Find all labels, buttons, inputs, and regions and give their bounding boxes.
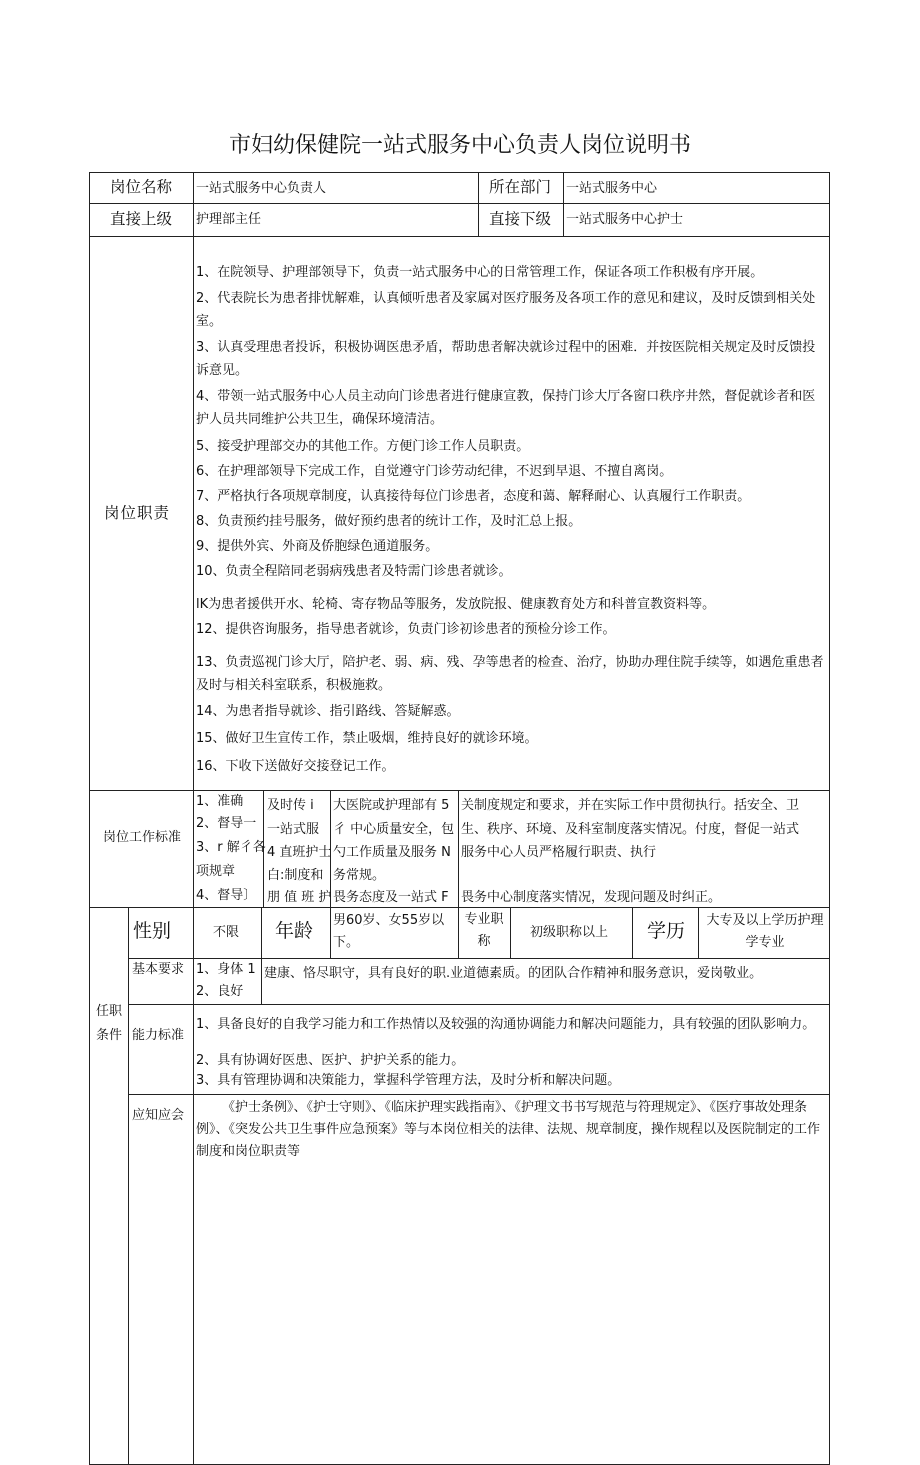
standards-col3-line: 务常规。 xyxy=(333,868,386,883)
standards-col3-line: 勺工作质量及服务 N xyxy=(333,845,451,860)
basic-item: 1、身体 1 xyxy=(196,962,256,977)
standards-col2-line: 朋 值 班 护 xyxy=(267,890,332,905)
age-value: 男60岁、女55岁以下。 xyxy=(333,913,445,950)
standards-col1-line: 2、督导一 xyxy=(196,816,257,831)
duty-item: 16、下收下送做好交接登记工作。 xyxy=(196,759,395,774)
document-title: 市妇幼保健院一站式服务中心负责人岗位说明书 xyxy=(228,133,691,158)
standards-col4-line: 生、秩序、环境、及科室制度落实情况。付度，督促一站式 xyxy=(461,822,800,837)
duty-item: 12、提供咨询服务，指导患者就诊，负责门诊初诊患者的预检分诊工作。 xyxy=(196,622,616,637)
standards-col1-line: 4、督导〕 xyxy=(196,888,257,903)
post-name-value: 一站式服务中心负责人 xyxy=(196,181,327,196)
duty-item: 15、做好卫生宣传工作，禁止吸烟，维持良好的就诊环境。 xyxy=(196,731,538,746)
professional-title-value: 初级职称以上 xyxy=(530,925,609,940)
education-label: 学历 xyxy=(647,920,686,942)
basic-item: 2、良好 xyxy=(196,984,244,999)
age-label: 年龄 xyxy=(275,920,314,942)
ability-item: 1、具备良好的自我学习能力和工作热情以及较强的沟通协调能力和解决问题能力，具有较强的团队影响力。 xyxy=(196,1017,816,1032)
standards-col2-line: 及时传 i xyxy=(267,798,314,813)
standards-col1-line: 1、准确 xyxy=(196,794,244,809)
superior-label: 直接上级 xyxy=(110,210,173,228)
standards-col4-line: 服务中心人员严格履行职责、执行 xyxy=(461,845,657,860)
gender-label: 性别 xyxy=(133,920,172,942)
knowledge-text: 《护士条例》、《护士守则》、《临床护理实践指南》、《护理文书书写规范与符理规定》、《医疗事故处理条例》、《突发公共卫生事件应急预案》等与本岗位相关的法律、法规、规章制度，操作规程以及医院制定的工作制度和岗位职责等 xyxy=(196,1100,821,1159)
duty-item: 10、负责全程陪同老弱病残患者及特需门诊患者就诊。 xyxy=(196,564,512,579)
standards-col1-line: 项规章 xyxy=(196,864,236,879)
standards-col2-line: 白:制度和 xyxy=(267,868,324,883)
standards-col1-line: 3、r 解彳各 xyxy=(196,840,266,855)
standards-col3-line: 彳 中心质量安全，包 xyxy=(333,822,455,837)
superior-value: 护理部主任 xyxy=(196,212,262,227)
ability-label: 能力标准 xyxy=(132,1028,185,1043)
basic-requirements-label: 基本要求 xyxy=(132,962,185,977)
standards-col3-line: 畏务态度及一站式 F xyxy=(333,890,449,905)
ability-item: 3、具有管理协调和决策能力，掌握科学管理方法，及时分析和解决问题。 xyxy=(196,1073,621,1088)
ability-item: 2、具有协调好医患、医护、护护关系的能力。 xyxy=(196,1053,465,1068)
duty-item: 8、负责预约挂号服务，做好预约患者的统计工作，及时汇总上报。 xyxy=(196,514,582,529)
duty-item: 5、接受护理部交办的其他工作。方便门诊工作人员职责。 xyxy=(196,439,530,454)
subordinate-value: 一站式服务中心护士 xyxy=(566,212,684,227)
standards-label: 岗位工作标准 xyxy=(102,830,181,845)
dept-label: 所在部门 xyxy=(489,178,552,196)
duty-item: 14、为患者指导就诊、指引路线、答疑解惑。 xyxy=(196,704,460,719)
knowledge-label: 应知应会 xyxy=(132,1108,185,1123)
education-value: 大专及以上学历护理学专业 xyxy=(706,913,824,950)
duty-item: 7、严格执行各项规章制度，认真接待每位门诊患者，态度和蔼、解释耐心、认真履行工作职责。 xyxy=(196,489,751,504)
duty-item: 1、在院领导、护理部领导下，负责一站式服务中心的日常管理工作，保证各项工作积极有序开展。 xyxy=(196,265,764,280)
standards-col2-line: 4 直班护士 xyxy=(267,845,332,860)
duty-item: 3、认真受理患者投诉，积极协调医患矛盾，帮助患者解决就诊过程中的困难．并按医院相关规定及时反馈投诉意见。 xyxy=(196,340,816,378)
dept-value: 一站式服务中心 xyxy=(566,181,658,196)
duty-item: 2、代表院长为患者排忧解难，认真倾听患者及家属对医疗服务及各项工作的意见和建议，及时反馈到相关处室。 xyxy=(196,291,816,329)
duty-item: lK为患者援供开水、轮椅、寄存物品等服务，发放院报、健康教育处方和科普宣教资料等。 xyxy=(196,597,716,612)
duties-label: 岗位职责 xyxy=(104,504,171,522)
standards-col4-line: 关制度规定和要求，并在实际工作中贯彻执行。括安全、卫 xyxy=(461,798,800,813)
duty-item: 13、负责巡视门诊大厅，陪护老、弱、病、残、孕等患者的检查、治疗，协助办理住院手续等，如遇危重患者及时与相关科室联系，积极施救。 xyxy=(196,655,824,693)
duty-item: 6、在护理部领导下完成工作，自觉遵守门诊劳动纪律，不迟到早退、不擅自离岗。 xyxy=(196,464,673,479)
standards-col3-line: 大医院或护理部有 5 xyxy=(333,798,450,813)
gender-value: 不限 xyxy=(213,925,240,940)
subordinate-label: 直接下级 xyxy=(489,210,552,228)
standards-col2-line: 一站式服 xyxy=(267,822,320,837)
duty-item: 9、提供外宾、外商及侨胞绿色通道服务。 xyxy=(196,539,439,554)
standards-col4-line: 畏务中心制度落实情况，发现问题及时纠正。 xyxy=(461,890,722,905)
duty-item: 4、带领一站式服务中心人员主动向门诊患者进行健康宣教，保持门诊大厅各窗口秩序井然，督促就诊者和医护人员共同维护公共卫生，确保环境清洁。 xyxy=(196,389,816,427)
professional-title-label: 专业职称 xyxy=(464,912,504,949)
post-name-label: 岗位名称 xyxy=(110,178,173,196)
qualifications-label: 任职条件 xyxy=(96,1004,123,1043)
basic-text: 建康、恪尽职守，具有良好的职.业道德素质。的团队合作精神和服务意识，爱岗敬业。 xyxy=(264,966,763,981)
